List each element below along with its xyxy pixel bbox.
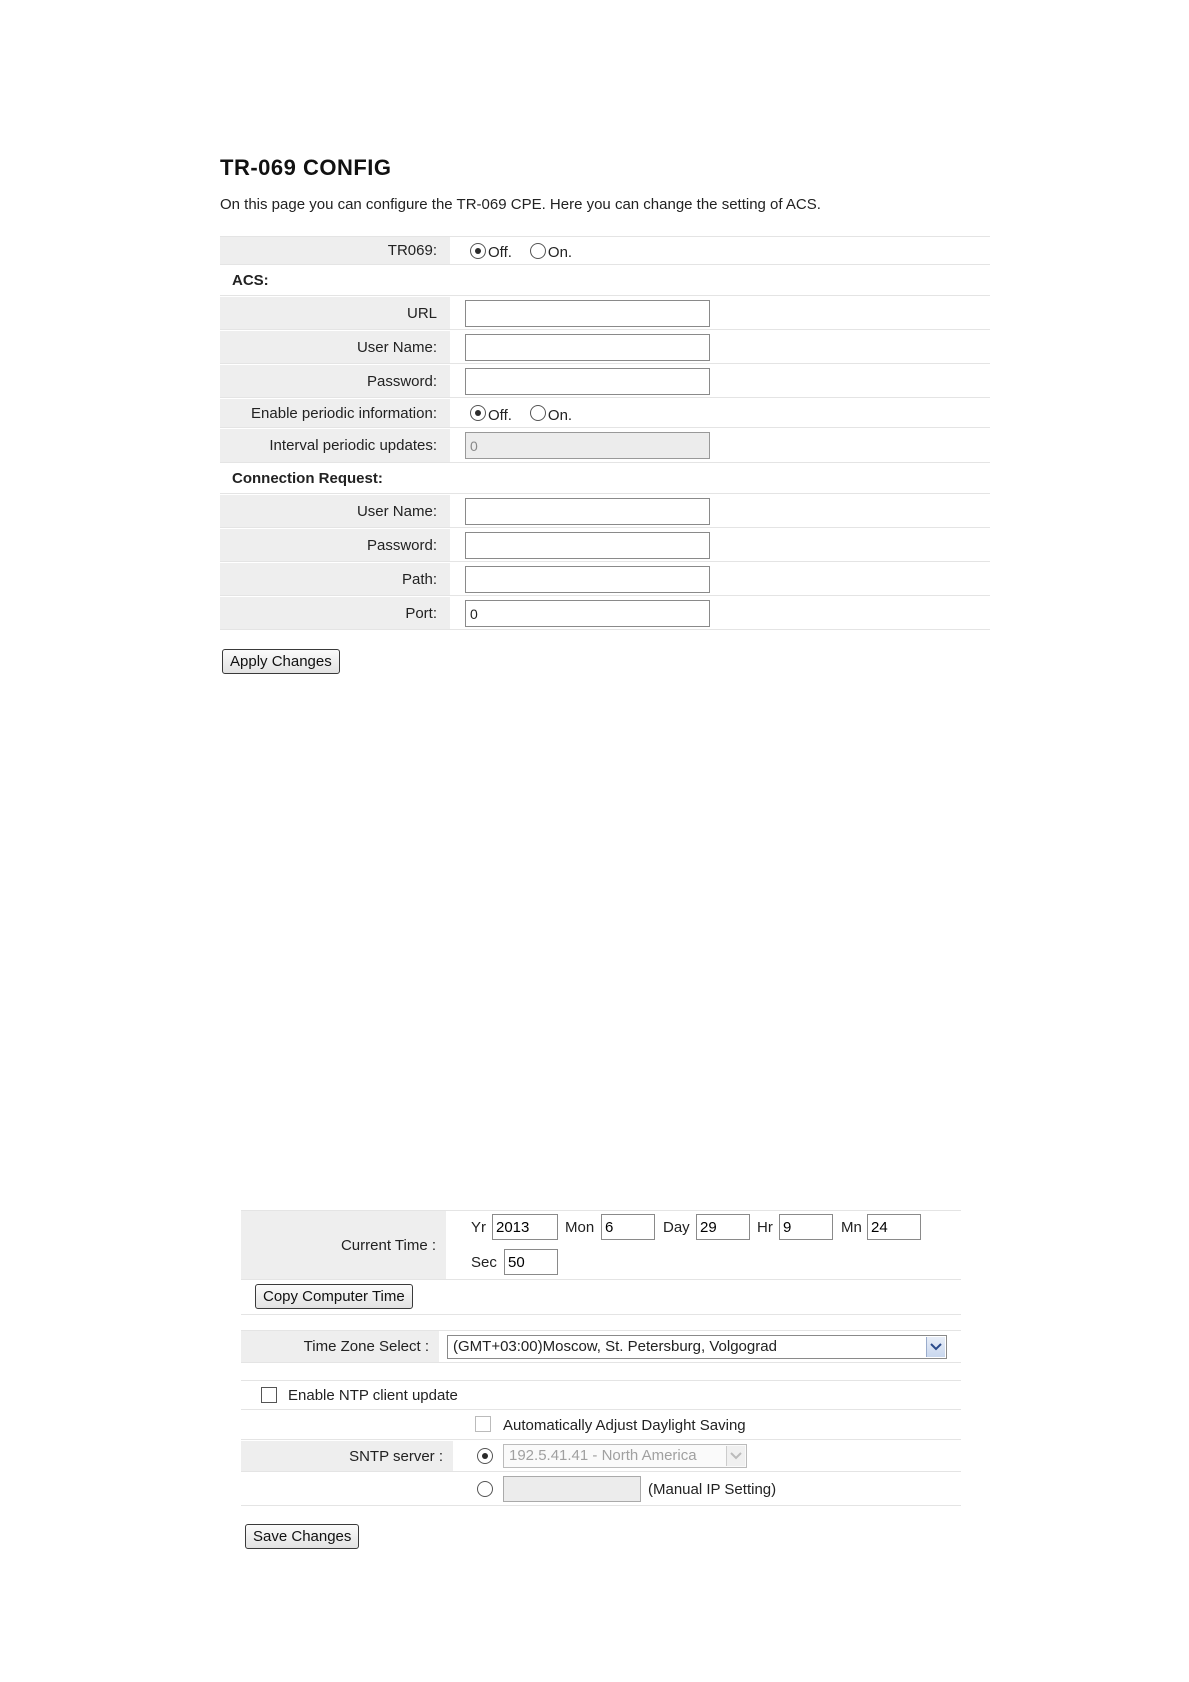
daylight-saving-label: Automatically Adjust Daylight Saving: [503, 1417, 746, 1434]
current-time-row: [241, 1210, 961, 1280]
conn-username-row: [220, 495, 990, 528]
conn-username-label: User Name:: [220, 495, 450, 527]
conn-port-input[interactable]: [465, 600, 710, 627]
sntp-preset-radio[interactable]: [477, 1448, 493, 1464]
periodic-radio-group: [470, 399, 586, 427]
minute-label: Mn: [841, 1219, 862, 1236]
second-input[interactable]: [504, 1249, 558, 1275]
periodic-off-option[interactable]: [470, 405, 512, 422]
acs-section: [220, 266, 990, 296]
page-title: TR-069 CONFIG: [220, 155, 392, 180]
tr069-off-option[interactable]: [470, 242, 512, 259]
acs-username-input[interactable]: [465, 334, 710, 361]
month-input[interactable]: [601, 1214, 655, 1240]
manual-ip-label: (Manual IP Setting): [648, 1481, 777, 1498]
copy-time-row: [241, 1281, 961, 1315]
minute-input[interactable]: [867, 1214, 921, 1240]
conn-path-label: Path:: [220, 563, 450, 595]
acs-password-label: Password:: [220, 365, 450, 397]
day-input[interactable]: [696, 1214, 750, 1240]
sntp-manual-radio[interactable]: [477, 1481, 493, 1497]
current-time-label: Current Time :: [241, 1211, 446, 1279]
hour-input[interactable]: [779, 1214, 833, 1240]
periodic-on-radio[interactable]: [530, 405, 546, 421]
apply-changes-button[interactable]: Apply Changes: [222, 649, 340, 674]
timezone-row: [241, 1330, 961, 1363]
manual-ip-input[interactable]: [503, 1476, 641, 1502]
ntp-enable-label: Enable NTP client update: [288, 1387, 458, 1404]
month-label: Mon: [565, 1219, 595, 1236]
tr069-off-label: Off.: [488, 244, 512, 261]
copy-computer-time-button[interactable]: Copy Computer Time: [255, 1284, 413, 1309]
ntp-enable-checkbox[interactable]: [261, 1387, 277, 1403]
page-description: On this page you can configure the TR-069 CPE. Here you can change the setting of ACS.: [220, 196, 821, 213]
acs-password-row: [220, 365, 990, 398]
acs-password-input[interactable]: [465, 368, 710, 395]
conn-port-label: Port:: [220, 597, 450, 629]
connection-request-title: Connection Request:: [232, 470, 383, 487]
tr069-on-label: On.: [547, 244, 573, 261]
interval-row: [220, 429, 990, 463]
second-label: Sec: [471, 1254, 497, 1271]
conn-password-label: Password:: [220, 529, 450, 561]
interval-label: Interval periodic updates:: [220, 429, 450, 462]
hour-label: Hr: [757, 1219, 773, 1236]
periodic-label: Enable periodic information:: [220, 399, 450, 427]
conn-path-row: [220, 563, 990, 596]
periodic-on-option[interactable]: [530, 405, 572, 422]
periodic-off-label: Off.: [488, 406, 512, 424]
manual-ip-row: [241, 1473, 961, 1506]
acs-url-label: URL: [220, 297, 450, 329]
conn-username-input[interactable]: [465, 498, 710, 525]
timezone-label: Time Zone Select :: [241, 1331, 439, 1362]
tr069-row: [220, 236, 990, 265]
tr069-radio-group: [470, 237, 586, 264]
periodic-on-label: On.: [547, 406, 573, 424]
day-label: Day: [663, 1219, 690, 1236]
connection-request-section: [220, 464, 990, 494]
daylight-saving-checkbox[interactable]: [475, 1416, 491, 1432]
year-label: Yr: [471, 1219, 486, 1236]
tr069-on-radio[interactable]: [530, 243, 546, 259]
chevron-down-icon[interactable]: [726, 1446, 745, 1466]
timezone-selected-value: (GMT+03:00)Moscow, St. Petersburg, Volgograd: [453, 1338, 777, 1355]
tr069-label: TR069:: [220, 237, 450, 264]
daylight-row: [241, 1411, 961, 1440]
sntp-server-row: [241, 1441, 961, 1472]
timezone-select[interactable]: [447, 1335, 947, 1359]
sntp-server-select[interactable]: [503, 1444, 747, 1468]
chevron-down-icon[interactable]: [926, 1337, 945, 1357]
periodic-row: [220, 399, 990, 428]
save-changes-button[interactable]: Save Changes: [245, 1524, 359, 1549]
tr069-off-radio[interactable]: [470, 243, 486, 259]
periodic-off-radio[interactable]: [470, 405, 486, 421]
year-input[interactable]: [492, 1214, 558, 1240]
conn-port-row: [220, 597, 990, 630]
acs-username-label: User Name:: [220, 331, 450, 363]
sntp-server-selected-value: 192.5.41.41 - North America: [509, 1447, 697, 1464]
conn-path-input[interactable]: [465, 566, 710, 593]
ntp-row: [241, 1380, 961, 1410]
acs-username-row: [220, 331, 990, 364]
acs-section-title: ACS:: [232, 272, 269, 289]
conn-password-input[interactable]: [465, 532, 710, 559]
acs-url-row: [220, 297, 990, 330]
sntp-server-label: SNTP server :: [241, 1441, 453, 1471]
acs-url-input[interactable]: [465, 300, 710, 327]
conn-password-row: [220, 529, 990, 562]
interval-input[interactable]: [465, 432, 710, 459]
tr069-on-option[interactable]: [530, 242, 572, 259]
